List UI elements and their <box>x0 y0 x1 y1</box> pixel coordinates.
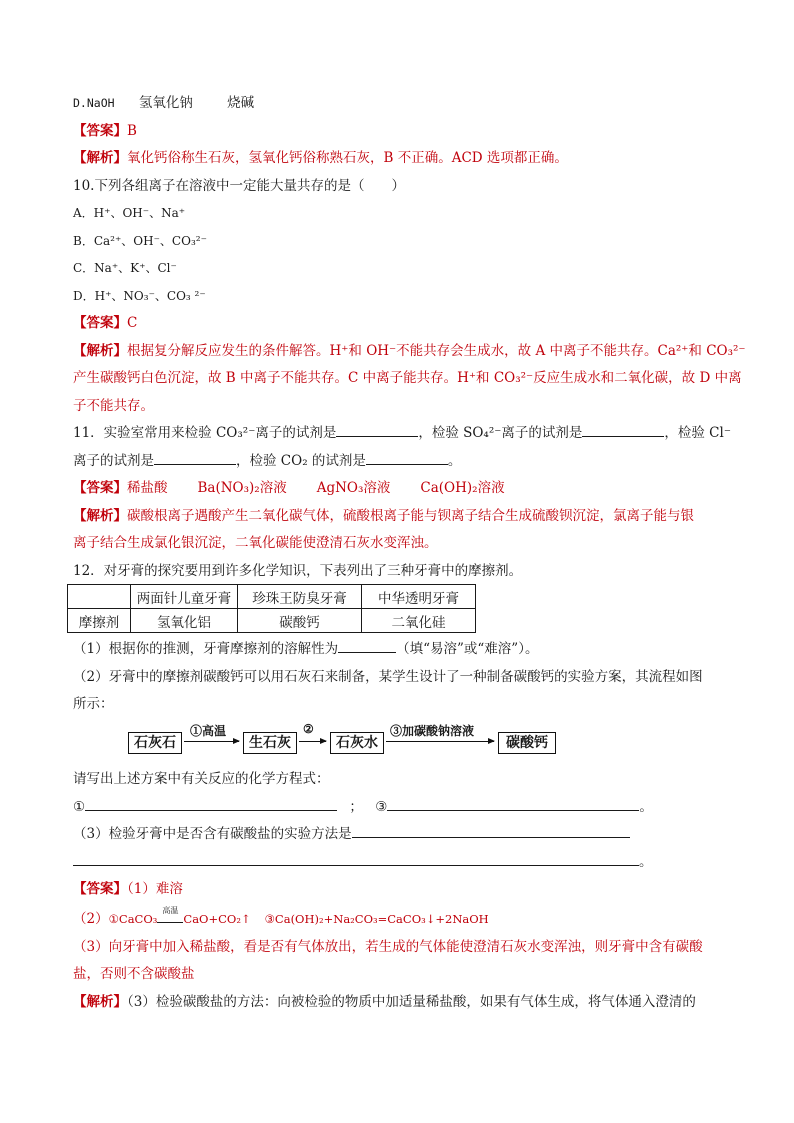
analysis-text: （3）检验碳酸盐的方法：向被检验的物质中加适量稀盐酸，如果有气体生成，将气体通入澄清的 <box>127 993 696 1010</box>
flow-label: ② <box>303 722 314 736</box>
table-header-row <box>68 585 476 609</box>
q12-sub3 <box>73 823 728 845</box>
q11-stem-part: ，检验 Cl⁻ <box>664 425 731 441</box>
q12-stem: 12．对牙膏的探究要用到许多化学知识，下表列出了三种牙膏中的摩擦剂。 <box>73 562 523 579</box>
analysis-text: 氧化钙俗称生石灰，氢氧化钙俗称熟石灰，B 不正确。ACD 选项都正确。 <box>127 150 568 166</box>
q12-analysis <box>73 991 728 1013</box>
q12-sub3-continued <box>73 851 728 873</box>
answer-blank[interactable] <box>336 422 418 437</box>
q10-option-c: C．Na⁺、K⁺、Cl⁻ <box>73 261 177 275</box>
condition-line <box>157 916 183 923</box>
q12-sub2-line-2: 所示： <box>73 696 114 712</box>
q11-stem-part: ，检验 SO₄²⁻离子的试剂是 <box>418 425 583 441</box>
flow-box-quicklime: 生石灰 <box>243 732 297 754</box>
answer-label: 【答案】 <box>73 881 127 897</box>
analysis-label: 【解析】 <box>73 993 127 1010</box>
answer-blank[interactable] <box>73 851 639 866</box>
eq-marker: ③ <box>375 798 388 815</box>
q10-option-a: A．H⁺、OH⁻、Na⁺ <box>73 206 186 220</box>
table-cell: 中华透明牙膏 <box>362 585 476 609</box>
q10-analysis-line-3: 子不能共存。 <box>73 397 154 414</box>
q10-option-b: B．Ca²⁺、OH⁻、CO₃²⁻ <box>73 233 207 248</box>
answer-blank[interactable] <box>366 450 448 465</box>
answer-blank[interactable] <box>338 638 396 653</box>
table-row <box>68 609 476 633</box>
table-cell: 碳酸钙 <box>238 609 362 633</box>
q10-answer <box>73 312 728 334</box>
q12-equation-blanks <box>73 796 728 818</box>
document-page <box>73 92 746 587</box>
answer-value: Ba(NO₃)₂溶液 <box>197 480 287 496</box>
q10-analysis-line-1 <box>73 340 746 362</box>
answer-value: C <box>127 315 138 331</box>
flow-box-calcium-carbonate: 碳酸钙 <box>498 732 556 754</box>
q9-option-d <box>73 92 728 114</box>
table-cell: 珍珠王防臭牙膏 <box>238 585 362 609</box>
q12-sub1 <box>73 638 728 660</box>
q11-stem-line-1 <box>73 422 731 444</box>
condition-label: 高温 <box>162 906 179 915</box>
equation-right: CaO+CO₂↑ <box>183 912 251 926</box>
reaction-condition <box>157 906 183 923</box>
answer-label: 【答案】 <box>73 315 127 331</box>
flow-label: ③加碳酸钠溶液 <box>390 724 475 738</box>
q12-sub3-text: （3）检验牙膏中是否含有碳酸盐的实验方法是 <box>73 826 352 842</box>
q9-option-d-formula: D.NaOH <box>73 96 115 110</box>
flow-box-limewater: 石灰水 <box>330 732 384 754</box>
q12-sub1-text: （1）根据你的推测，牙膏摩擦剂的溶解性为 <box>73 641 339 657</box>
flow-arrow <box>386 741 494 742</box>
q10-analysis-line-2: 产生碳酸钙白色沉淀，故 B 中离子不能共存。C 中离子能共存。H⁺和 CO₃²⁻反应生成水和二氧化碳，故 D 中离 <box>73 370 742 386</box>
answer-value: （1）难溶 <box>127 881 183 897</box>
analysis-label: 【解析】 <box>73 150 127 166</box>
q9-option-d-common: 烧碱 <box>227 95 255 111</box>
analysis-label: 【解析】 <box>73 342 127 359</box>
q12-answer-2 <box>73 908 728 930</box>
q12-sub1-text: （填“易溶”或“难溶”）。 <box>396 641 539 657</box>
table-cell: 氢氧化铝 <box>131 609 238 633</box>
q9-analysis <box>73 147 728 169</box>
q11-analysis-line-2: 离子结合生成氯化银沉淀，二氧化碳能使澄清石灰水变浑浊。 <box>73 535 438 551</box>
table-cell: 摩擦剂 <box>68 609 131 633</box>
answer-value: Ca(OH)₂溶液 <box>420 480 505 496</box>
answer-blank[interactable] <box>352 823 630 838</box>
equation-3: ③Ca(OH)₂+Na₂CO₃=CaCO₃↓+2NaOH <box>264 912 489 926</box>
q11-stem-part: ，检验 CO₂ 的试剂是 <box>236 452 366 469</box>
analysis-text: 碳酸根离子遇酸产生二氧化碳气体，硫酸根离子能与钡离子结合生成硫酸钡沉淀，氯离子能与银 <box>127 507 694 524</box>
equation-left: ①CaCO₃ <box>108 912 158 926</box>
period: 。 <box>639 798 653 815</box>
answer-label: 【答案】 <box>73 122 127 139</box>
answer-value: （2） <box>73 911 109 927</box>
q11-stem-part: 11．实验室常用来检验 CO₃²⁻离子的试剂是 <box>73 425 337 441</box>
period: 。 <box>639 853 653 870</box>
flow-arrow <box>184 741 239 742</box>
q12-answer-3-line-2: 盐，否则不含碳酸盐 <box>73 966 195 982</box>
q12-answer-3-line-1: （3）向牙膏中加入稀盐酸，看是否有气体放出，若生成的气体能使澄清石灰水变浑浊，则牙膏中含有碳酸 <box>73 938 703 955</box>
q9-option-d-name: 氢氧化钠 <box>138 95 193 111</box>
q12-sub2-prompt: 请写出上述方案中有关反应的化学方程式： <box>73 771 330 787</box>
q10-option-d: D．H⁺、NO₃⁻、CO₃ ²⁻ <box>73 288 206 303</box>
table-cell: 两面针儿童牙膏 <box>131 585 238 609</box>
semicolon: ； <box>349 798 363 815</box>
flow-box-limestone: 石灰石 <box>128 732 182 754</box>
analysis-label: 【解析】 <box>73 507 127 524</box>
q12-sub2-line-1: （2）牙膏中的摩擦剂碳酸钙可以用石灰石来制备，某学生设计了一种制备碳酸钙的实验方案，其流程如图 <box>73 668 703 685</box>
abrasive-table <box>67 584 476 633</box>
answer-blank[interactable] <box>154 450 236 465</box>
q10-stem: 10.下列各组离子在溶液中一定能大量共存的是（ ） <box>73 177 405 194</box>
eq-marker: ① <box>73 798 86 815</box>
flow-arrow <box>299 741 326 742</box>
answer-value: B <box>127 122 137 139</box>
q12-part2 <box>73 768 728 1018</box>
q9-answer <box>73 120 728 142</box>
q12-answer-1 <box>73 878 728 900</box>
q12-continued <box>73 638 728 721</box>
table-cell: 二氧化硅 <box>362 609 476 633</box>
q11-analysis-line-1 <box>73 505 728 527</box>
answer-blank[interactable] <box>85 796 337 811</box>
q11-answer <box>73 477 728 499</box>
process-flow-diagram <box>128 724 558 754</box>
answer-value: AgNO₃溶液 <box>316 480 391 496</box>
table-cell <box>68 585 131 609</box>
q11-stem-part: 。 <box>447 452 462 469</box>
answer-blank[interactable] <box>582 422 664 437</box>
flow-label: ①高温 <box>190 724 227 738</box>
q11-stem-part: 离子的试剂是 <box>73 452 154 469</box>
answer-label: 【答案】 <box>73 480 127 496</box>
q11-stem-line-2 <box>73 450 728 472</box>
answer-blank[interactable] <box>387 796 639 811</box>
answer-value: 稀盐酸 <box>127 480 168 496</box>
analysis-text: 根据复分解反应发生的条件解答。H⁺和 OH⁻不能共存会生成水，故 A 中离子不能共存。Ca²⁺和 CO₃²⁻ <box>127 342 746 359</box>
